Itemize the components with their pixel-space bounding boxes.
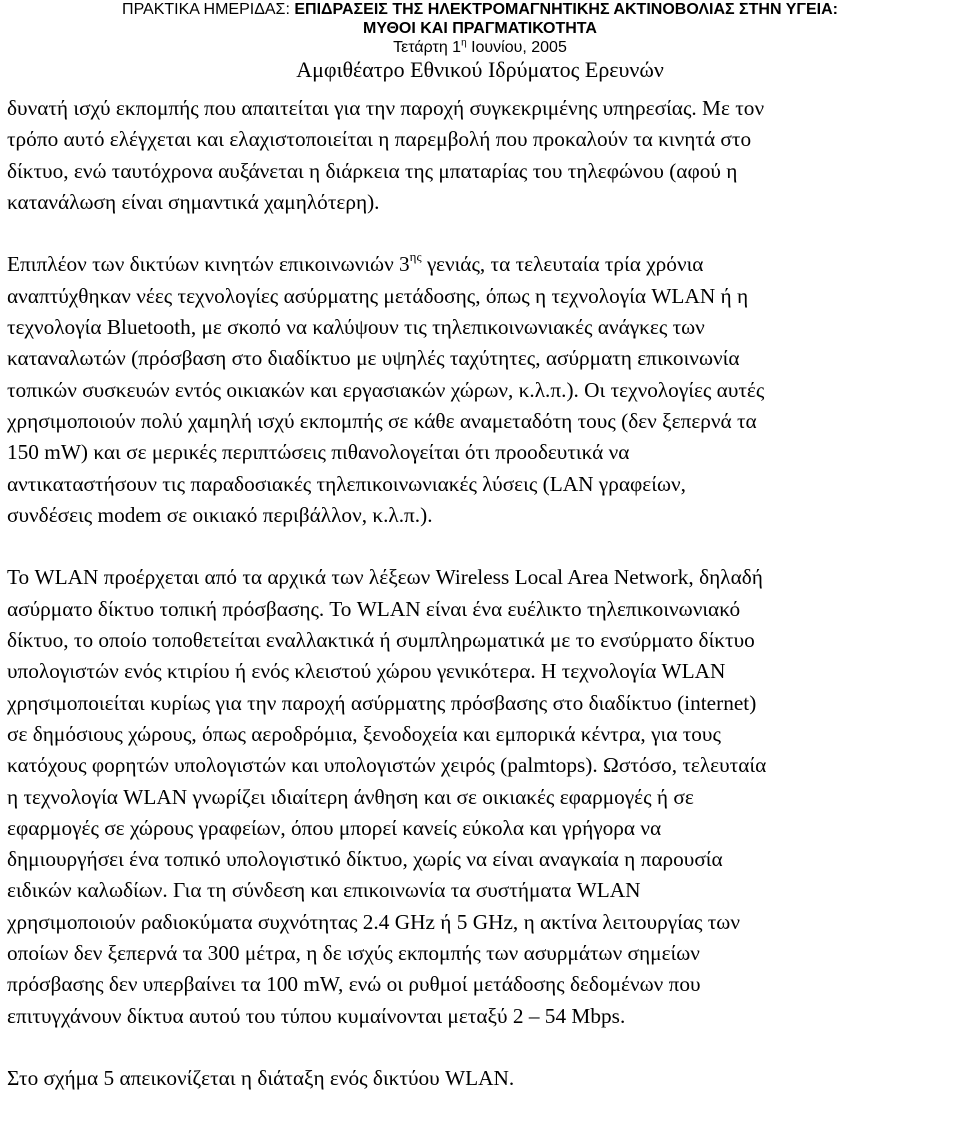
text-fragment: γενιάς, τα τελευταία τρία χρόνια bbox=[421, 252, 704, 277]
text-line: υπολογιστών ενός κτιρίου ή ενός κλειστού χώρου γενικότερα. Η τεχνολογία WLAN bbox=[7, 659, 726, 684]
text-line: δυνατή ισχύ εκπομπής που απαιτείται για την παροχή συγκεκριμένης υπηρεσίας. Με τον bbox=[7, 96, 765, 120]
document-body bbox=[7, 93, 957, 1126]
text-line: Το WLAN προέρχεται από τα αρχικά των λέξεων Wireless Local Area Network, δηλαδή bbox=[7, 565, 763, 590]
text-line: χρησιμοποιούν πολύ χαμηλή ισχύ εκπομπής σε κάθε αναμεταδότη τους (δεν ξεπερνά τα bbox=[7, 408, 757, 433]
header-date-sup: η bbox=[461, 37, 467, 49]
text-line: καταναλωτών (πρόσβαση στο διαδίκτυο με υψηλές ταχύτητες, ασύρματη επικοινωνία bbox=[7, 346, 740, 371]
paragraph-2 bbox=[7, 249, 957, 531]
header-date bbox=[0, 38, 960, 57]
text-line bbox=[7, 249, 957, 280]
header-date-suffix: Ιουνίου, 2005 bbox=[466, 39, 567, 56]
header-proceedings-label: ΠΡΑΚΤΙΚΑ ΗΜΕΡΙΔΑΣ: bbox=[122, 1, 295, 18]
text-line: ειδικών καλωδίων. Για τη σύνδεση και επικοινωνία τα συστήματα WLAN bbox=[7, 878, 641, 903]
text-line: τρόπο αυτό ελέγχεται και ελαχιστοποιείται η παρεμβολή που προκαλούν τα κινητά στο bbox=[7, 127, 752, 152]
paragraph-4 bbox=[7, 1063, 957, 1094]
paragraph-3 bbox=[7, 562, 957, 1031]
text-line: οποίων δεν ξεπερνά τα 300 μέτρα, η δε ισχύς εκπομπής των ασυρμάτων σημείων bbox=[7, 941, 700, 966]
text-line: δίκτυο, το οποίο τοποθετείται εναλλακτικά ή συμπληρωματικά με το ενσύρματο δίκτυο bbox=[7, 628, 755, 653]
text-line: τοπικών συσκευών εντός οικιακών και εργασιακών χώρων, κ.λ.π.). Οι τεχνολογίες αυτές bbox=[7, 377, 765, 402]
text-line: σε δημόσιους χώρους, όπως αεροδρόμια, ξενοδοχεία και εμπορικά κέντρα, για τους bbox=[7, 721, 721, 746]
header-venue: Αμφιθέατρο Εθνικού Ιδρύματος Ερευνών bbox=[296, 57, 664, 82]
text-line: αντικαταστήσουν τις παραδοσιακές τηλεπικοινωνιακές λύσεις (LAN γραφείων, bbox=[7, 471, 686, 496]
text-line: η τεχνολογία WLAN γνωρίζει ιδιαίτερη άνθηση και σε οικιακές εφαρμογές ή σε bbox=[7, 784, 694, 809]
page-header bbox=[0, 0, 960, 83]
header-title-line bbox=[0, 0, 960, 19]
header-title: ΕΠΙΔΡΑΣΕΙΣ ΤΗΣ ΗΛΕΚΤΡΟΜΑΓΝΗΤΙΚΗΣ ΑΚΤΙΝΟΒΟΛΙΑΣ ΣΤΗΝ ΥΓΕΙΑ: bbox=[294, 1, 838, 18]
text-line: πρόσβασης δεν υπερβαίνει τα 100 mW, ενώ οι ρυθμοί μετάδοσης δεδομένων που bbox=[7, 972, 701, 997]
text-line: κατανάλωση είναι σημαντικά χαμηλότερη). bbox=[7, 189, 380, 214]
text-line: Στο σχήμα 5 απεικονίζεται η διάταξη ενός δικτύου WLAN. bbox=[7, 1066, 515, 1091]
text-line: 150 mW) και σε μερικές περιπτώσεις πιθανολογείται ότι προοδευτικά να bbox=[7, 440, 630, 465]
text-fragment: Επιπλέον των δικτύων κινητών επικοινωνιών 3 bbox=[7, 252, 410, 277]
paragraph-1 bbox=[7, 93, 957, 218]
text-line: δίκτυο, ενώ ταυτόχρονα αυξάνεται η διάρκεια της μπαταρίας του τηλεφώνου (αφού η bbox=[7, 158, 738, 183]
text-line: κατόχους φορητών υπολογιστών και υπολογιστών χειρός (palmtops). Ωστόσο, τελευταία bbox=[7, 753, 767, 778]
text-line: χρησιμοποιείται κυρίως για την παροχή ασύρματης πρόσβασης στο διαδίκτυο (internet) bbox=[7, 690, 757, 715]
text-line: χρησιμοποιούν ραδιοκύματα συχνότητας 2.4 GHz ή 5 GHz, η ακτίνα λειτουργίας των bbox=[7, 909, 740, 934]
header-subtitle: ΜΥΘΟΙ ΚΑΙ ΠΡΑΓΜΑΤΙΚΟΤΗΤΑ bbox=[363, 20, 597, 37]
text-line: συνδέσεις modem σε οικιακό περιβάλλον, κ.λ.π.). bbox=[7, 502, 433, 527]
text-line: επιτυγχάνουν δίκτυα αυτού του τύπου κυμαίνονται μεταξύ 2 – 54 Mbps. bbox=[7, 1003, 626, 1028]
text-line: ασύρματο δίκτυο τοπική πρόσβασης. Το WLAN είναι ένα ευέλικτο τηλεπικοινωνιακό bbox=[7, 596, 741, 621]
text-line: εφαρμογές σε χώρους γραφείων, όπου μπορεί κανείς εύκολα και γρήγορα να bbox=[7, 815, 662, 840]
text-line: τεχνολογία Bluetooth, με σκοπό να καλύψουν τις τηλεπικοινωνιακές ανάγκες των bbox=[7, 315, 705, 340]
ordinal-superscript: ης bbox=[409, 249, 422, 265]
header-date-prefix: Τετάρτη 1 bbox=[393, 39, 462, 56]
text-line: δημιουργήσει ένα τοπικό υπολογιστικό δίκτυο, χωρίς να είναι αναγκαία η παρουσία bbox=[7, 847, 723, 872]
text-line: αναπτύχθηκαν νέες τεχνολογίες ασύρματης μετάδοσης, όπως η τεχνολογία WLAN ή η bbox=[7, 283, 749, 308]
